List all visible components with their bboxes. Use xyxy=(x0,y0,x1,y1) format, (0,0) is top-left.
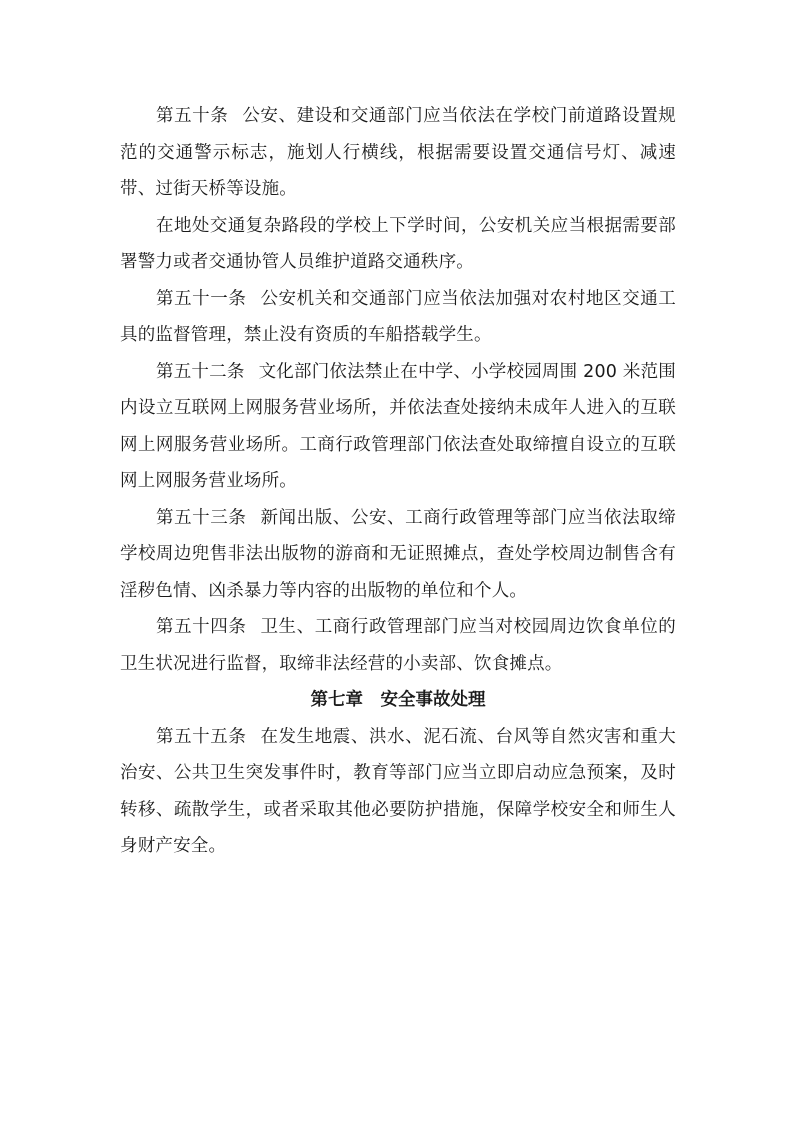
article-text: 公安、建设和交通部门应当依法在学校门前道路设置规范的交通警示标志，施划人行横线，根据需要设置交通信号灯、减速带、过街天桥等设施。 xyxy=(120,106,676,199)
article-51 xyxy=(120,281,676,354)
article-50 xyxy=(120,98,676,208)
article-text: 卫生、工商行政管理部门应当对校园周边饮食单位的卫生状况进行监督，取缔非法经营的小卖部、饮食摊点。 xyxy=(120,617,677,674)
article-55 xyxy=(120,719,676,865)
article-text: 文化部门依法禁止在中学、小学校园周围 200 米范围内设立互联网上网服务营业场所，并依法查处接纳未成年人进入的互联网上网服务营业场所。工商行政管理部门依法查处取缔擅自设立的互联网上网服务营业场所。 xyxy=(120,361,677,491)
article-number: 第五十二条 xyxy=(156,361,245,382)
article-number: 第五十一条 xyxy=(156,288,247,309)
article-number: 第五十五条 xyxy=(156,726,247,747)
paragraph-text: 在地处交通复杂路段的学校上下学时间，公安机关应当根据需要部署警力或者交通协管人员维护道路交通秩序。 xyxy=(120,215,676,272)
article-number: 第五十条 xyxy=(156,106,229,126)
paragraph xyxy=(120,208,676,281)
document-page xyxy=(120,98,676,865)
chapter-heading: 第七章 安全事故处理 xyxy=(310,690,486,710)
article-number: 第五十三条 xyxy=(156,507,247,528)
article-53 xyxy=(120,500,676,610)
article-number: 第五十四条 xyxy=(156,617,247,637)
article-52 xyxy=(120,354,676,500)
article-text: 公安机关和交通部门应当依法加强对农村地区交通工具的监督管理，禁止没有资质的车船搭载学生。 xyxy=(120,288,677,345)
article-54 xyxy=(120,609,676,682)
article-text: 在发生地震、洪水、泥石流、台风等自然灾害和重大治安、公共卫生突发事件时，教育等部门应当立即启动应急预案，及时转移、疏散学生，或者采取其他必要防护措施，保障学校安全和师生人身财产安全。 xyxy=(120,726,677,856)
article-text: 新闻出版、公安、工商行政管理等部门应当依法取缔学校周边兜售非法出版物的游商和无证照摊点，查处学校周边制售含有淫秽色情、凶杀暴力等内容的出版物的单位和个人。 xyxy=(120,507,677,601)
